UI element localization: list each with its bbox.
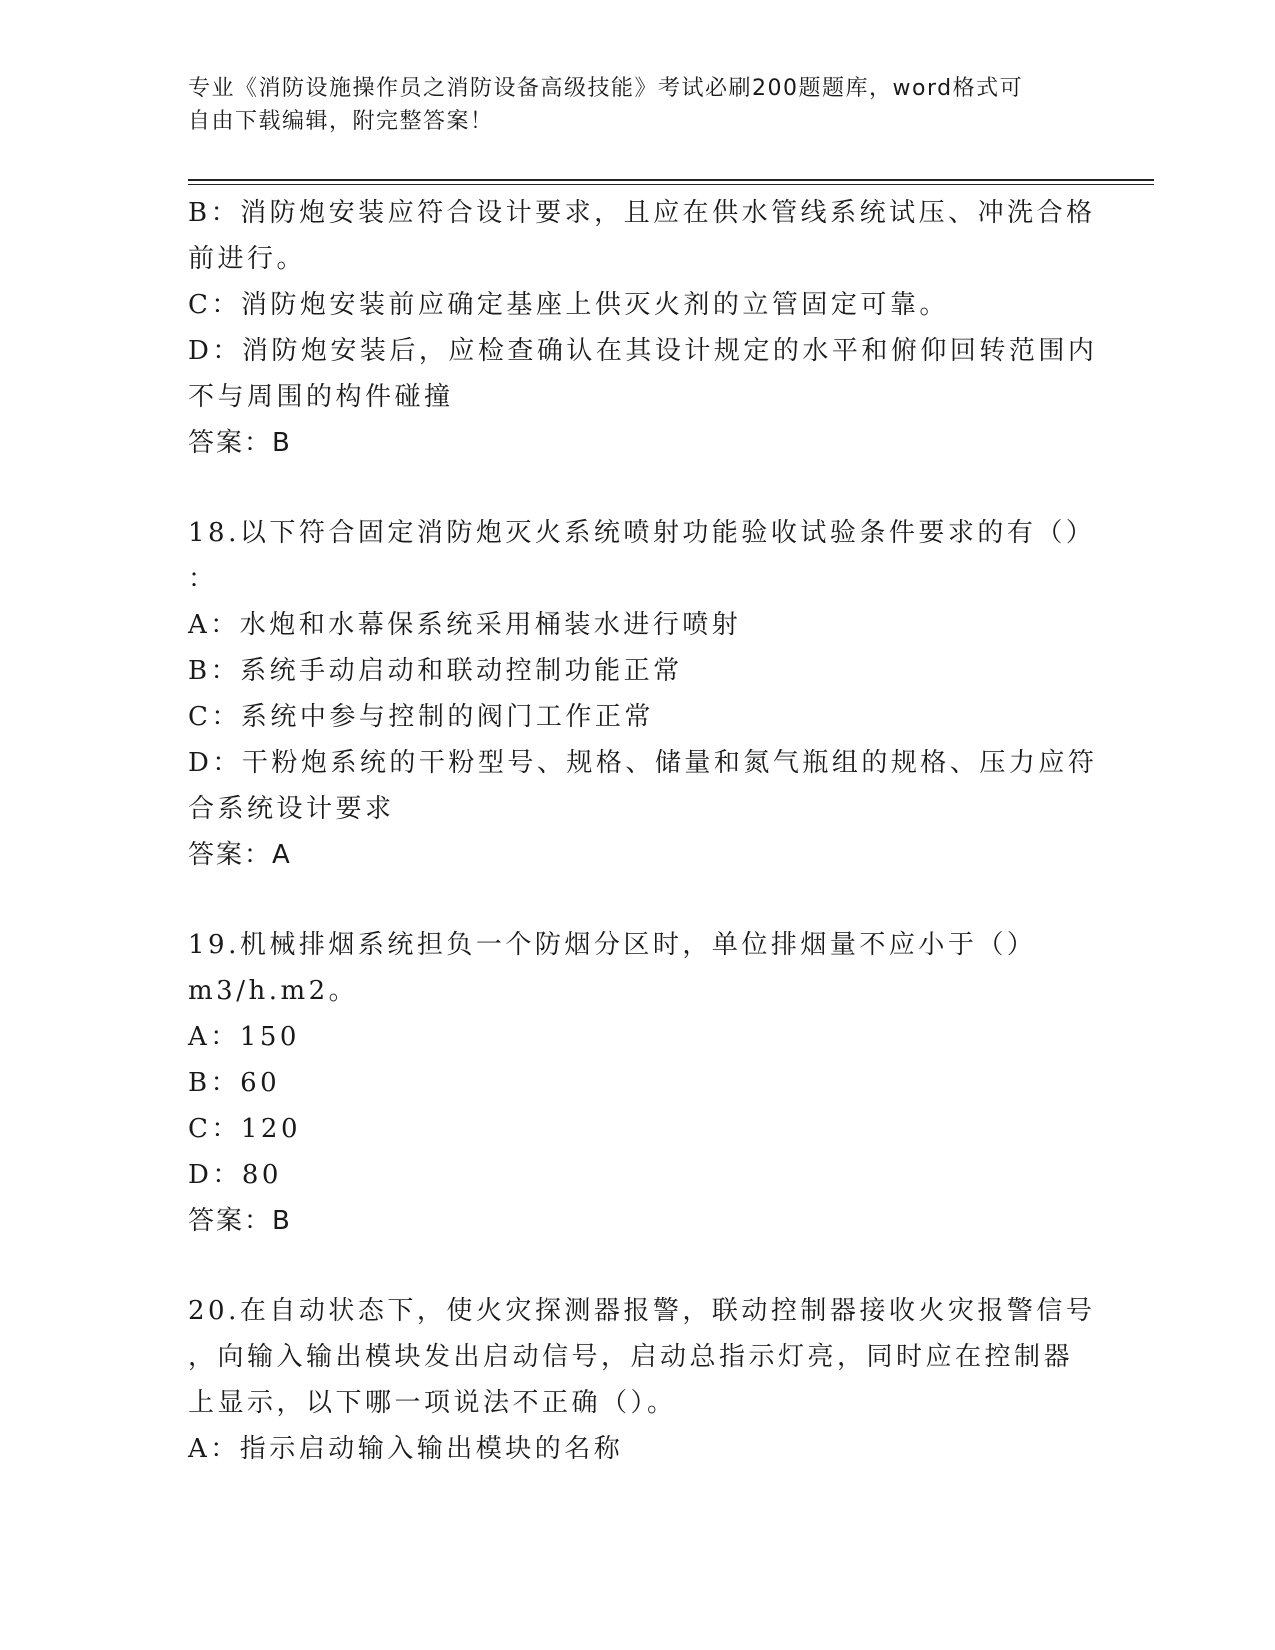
q18-option-b: B：系统手动启动和联动控制功能正常 <box>188 656 683 686</box>
q19-option-b: B：60 <box>188 1068 281 1098</box>
q19-option-d: D：80 <box>188 1160 282 1190</box>
q19-option-c: C：120 <box>188 1114 302 1144</box>
q18-option-d-line1: D：干粉炮系统的干粉型号、规格、储量和氮气瓶组的规格、压力应符 <box>188 748 1098 778</box>
q18-answer: 答案：A <box>188 840 292 870</box>
q17-option-b-line2: 前进行。 <box>188 244 307 274</box>
q17-option-b-line1: B：消防炮安装应符合设计要求，且应在供水管线系统试压、冲洗合格 <box>188 198 1096 228</box>
question-19 <box>188 922 1088 1244</box>
q17-answer: 答案：B <box>188 428 292 458</box>
q18-question-line2: ： <box>188 564 218 594</box>
q20-option-a: A：指示启动输入输出模块的名称 <box>188 1434 624 1464</box>
question-18 <box>188 510 1098 878</box>
q20-question-line1: 20.在自动状态下，使火灾探测器报警，联动控制器接收火灾报警信号 <box>188 1296 1096 1326</box>
question-17-fragment <box>188 190 1098 466</box>
q20-question-line2: ，向输入输出模块发出启动信号，启动总指示灯亮，同时应在控制器 <box>188 1342 1074 1372</box>
q20-question-line3: 上显示，以下哪一项说法不正确（）。 <box>188 1388 677 1418</box>
q19-answer: 答案：B <box>188 1206 292 1236</box>
page-header <box>188 72 1068 138</box>
q19-question-line2: m3/h.m2。 <box>188 976 359 1006</box>
document-body <box>188 190 1098 1472</box>
header-rule-thin <box>188 184 1154 185</box>
header-rule-thick <box>188 179 1154 181</box>
q18-option-d-line2: 合系统设计要求 <box>188 794 395 824</box>
header-line-1: 专业《消防设施操作员之消防设备高级技能》考试必刷200题题库，word格式可 <box>188 76 1024 101</box>
q17-option-d-line1: D：消防炮安装后，应检查确认在其设计规定的水平和俯仰回转范围内 <box>188 336 1098 366</box>
q17-option-c: C：消防炮安装前应确定基座上供灭火剂的立管固定可靠。 <box>188 290 949 320</box>
q18-question-line1: 18.以下符合固定消防炮灭火系统喷射功能验收试验条件要求的有（） <box>188 518 1096 548</box>
question-20 <box>188 1288 1096 1472</box>
q17-option-d-line2: 不与周围的构件碰撞 <box>188 382 454 412</box>
header-line-2: 自由下载编辑，附完整答案！ <box>188 109 494 134</box>
q18-option-c: C：系统中参与控制的阀门工作正常 <box>188 702 654 732</box>
q18-option-a: A：水炮和水幕保系统采用桶装水进行喷射 <box>188 610 742 640</box>
q19-question-line1: 19.机械排烟系统担负一个防烟分区时，单位排烟量不应小于（） <box>188 930 1037 960</box>
q19-option-a: A：150 <box>188 1022 300 1052</box>
